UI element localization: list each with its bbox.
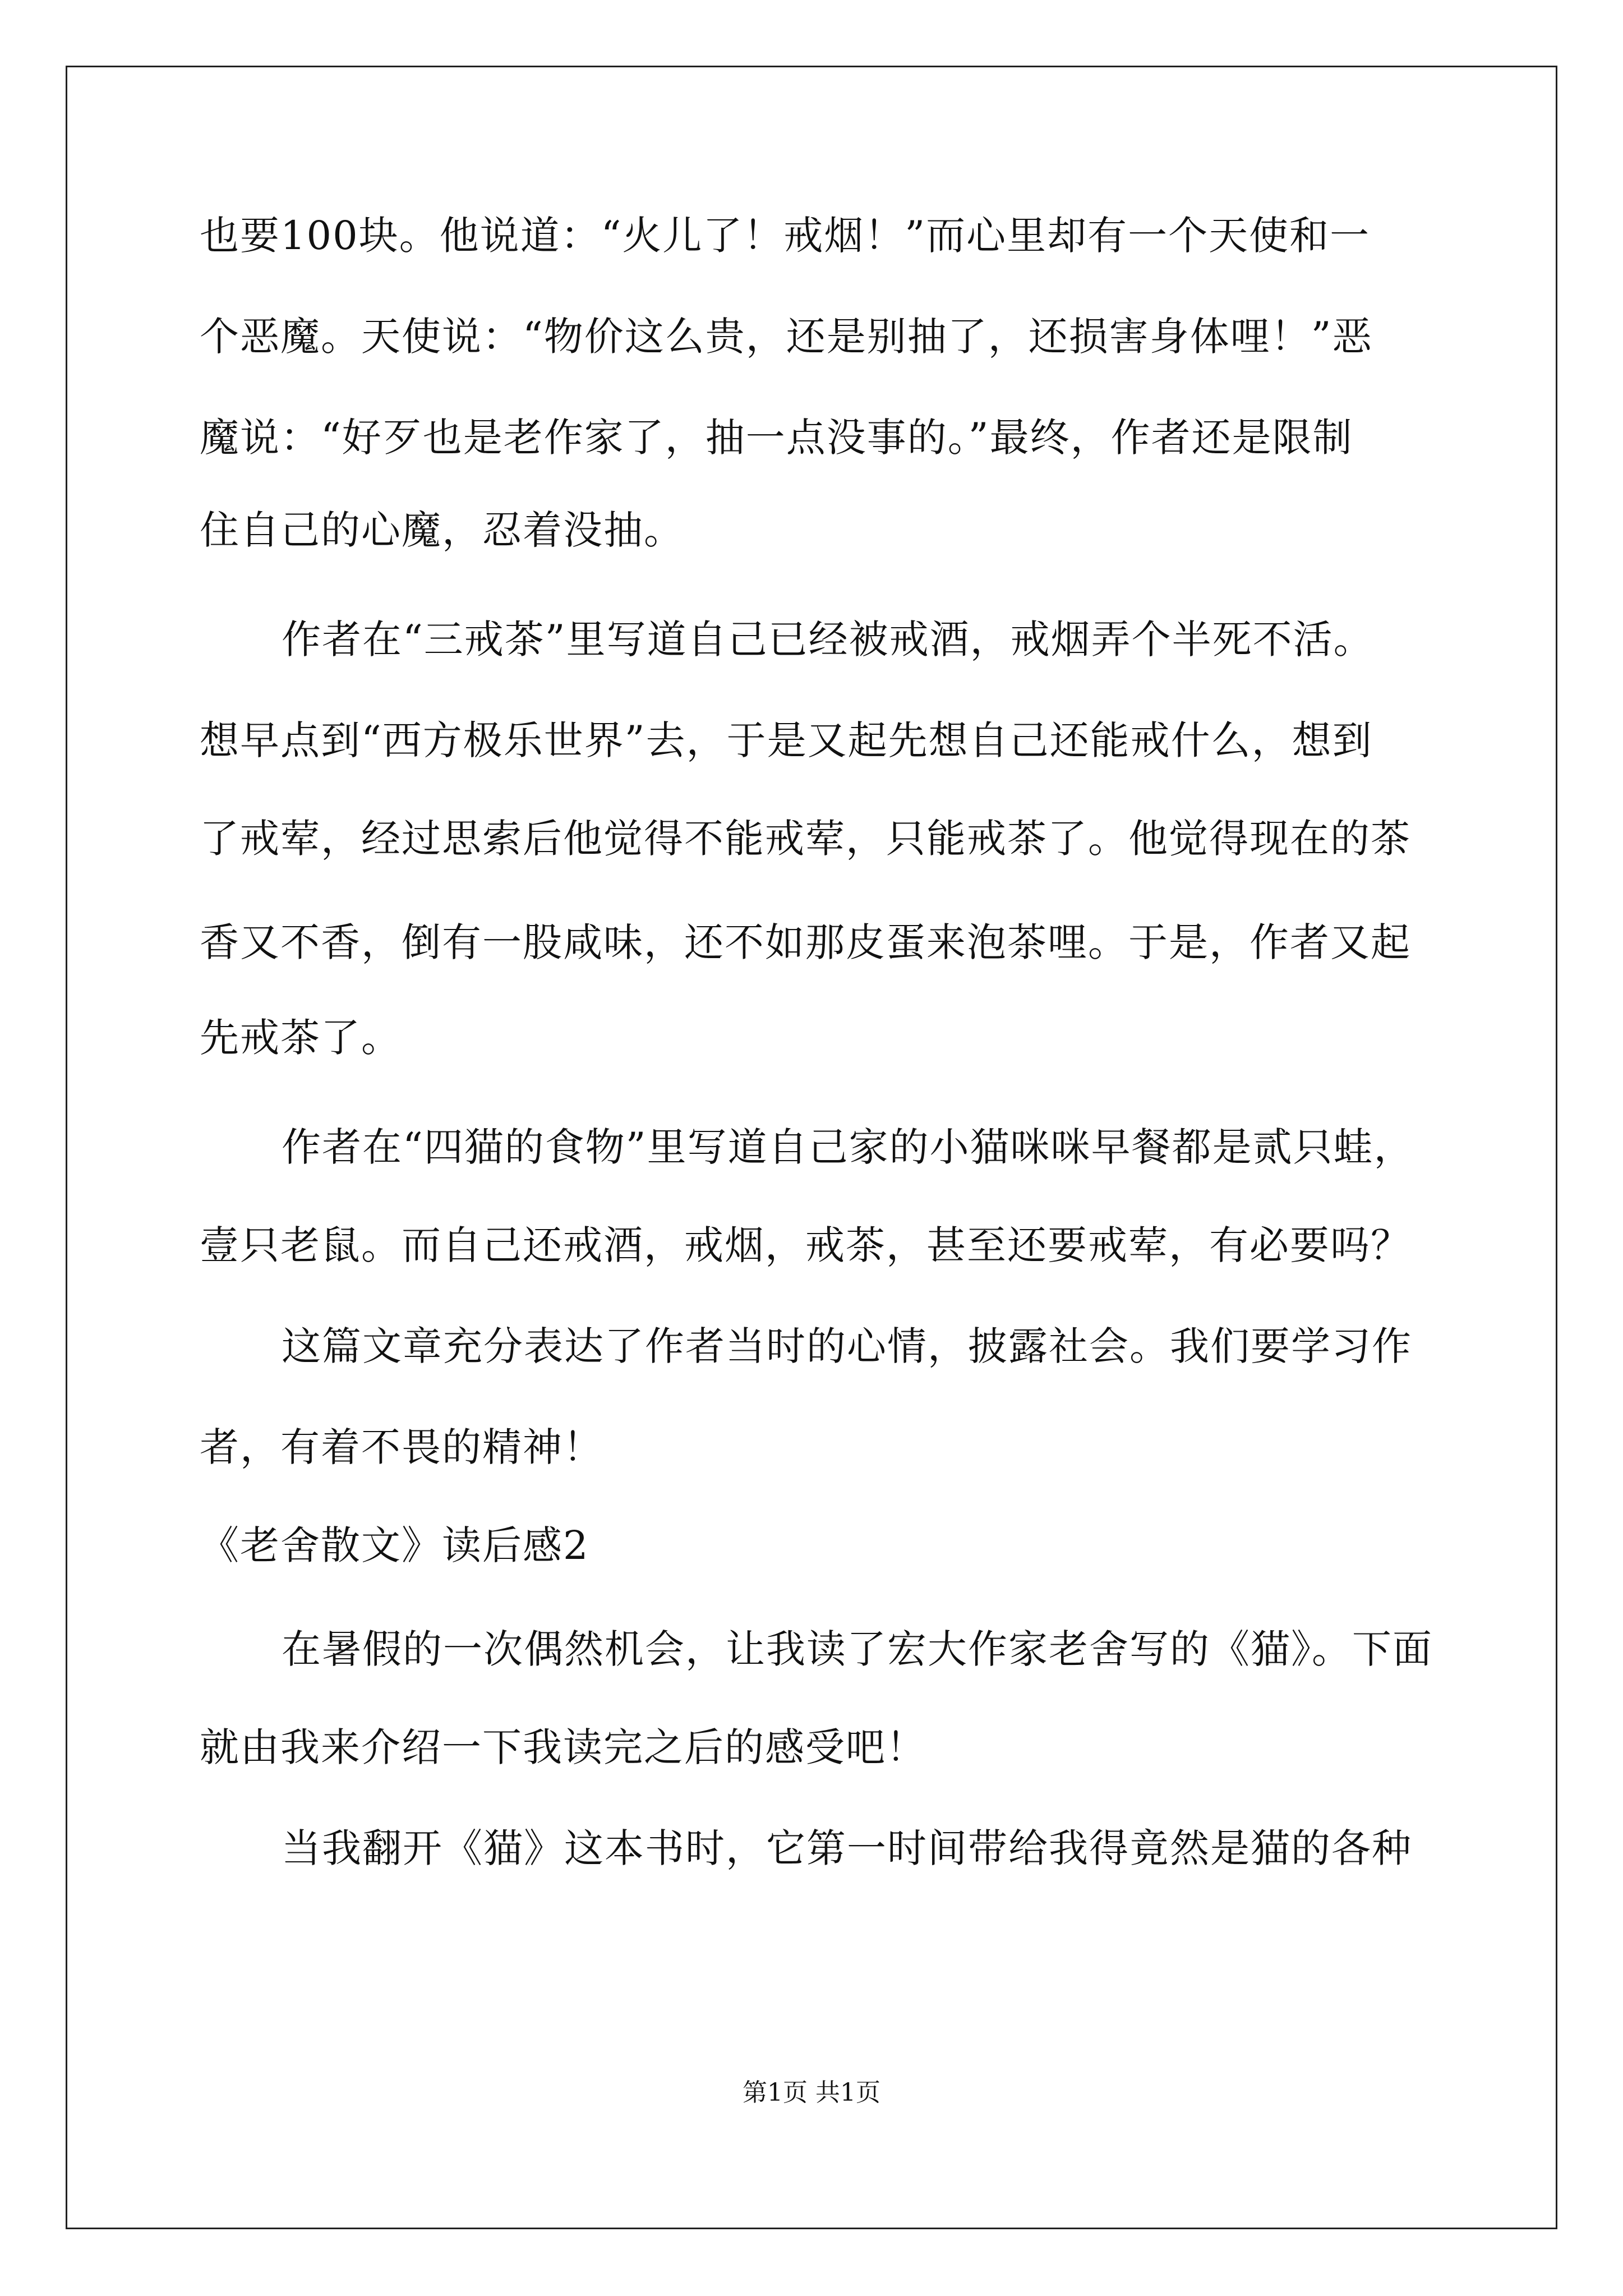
paragraph-start-line: 当我翻开《猫》这本书时，它第一时间带给我得竟然是猫的各种	[282, 1825, 1412, 1871]
paragraph-start-line: 这篇文章充分表达了作者当时的心情，披露社会。我们要学习作	[282, 1323, 1412, 1369]
text-line: 魔说：“好歹也是老作家了，抽一点没事的。”最终，作者还是限制	[200, 415, 1353, 461]
paragraph-start-line: 作者在“三戒茶”里写道自己已经被戒酒，戒烟弄个半死不活。	[282, 616, 1374, 662]
text-line: 想早点到“西方极乐世界”去，于是又起先想自己还能戒什么，想到	[200, 717, 1373, 763]
text-line: 也要100块。他说道：“火儿了！戒烟！”而心里却有一个天使和一	[200, 213, 1371, 259]
text-line: 住自己的心魔，忍着没抽。	[200, 507, 684, 553]
text-line: 了戒荤，经过思索后他觉得不能戒荤，只能戒茶了。他觉得现在的茶	[200, 816, 1411, 862]
section-heading: 《老舍散文》读后感2	[200, 1522, 589, 1568]
text-line: 个恶魔。天使说：“物价这么贵，还是别抽了，还损害身体哩！”恶	[200, 314, 1373, 360]
text-line: 先戒茶了。	[200, 1015, 402, 1061]
text-line: 者，有着不畏的精神！	[200, 1424, 603, 1470]
paragraph-start-line: 作者在“四猫的食物”里写道自己家的小猫咪咪早餐都是贰只蛙，	[282, 1124, 1414, 1170]
page-number-footer: 第1页 共1页	[743, 2078, 880, 2107]
text-line: 壹只老鼠。而自己还戒酒，戒烟，戒茶，甚至还要戒荤，有必要吗？	[200, 1222, 1411, 1268]
paragraph-start-line: 在暑假的一次偶然机会，让我读了宏大作家老舍写的《猫》。下面	[282, 1626, 1433, 1672]
text-line: 就由我来介绍一下我读完之后的感受吧！	[200, 1724, 926, 1770]
text-line: 香又不香，倒有一股咸味，还不如那皮蛋来泡茶哩。于是，作者又起	[200, 919, 1411, 965]
